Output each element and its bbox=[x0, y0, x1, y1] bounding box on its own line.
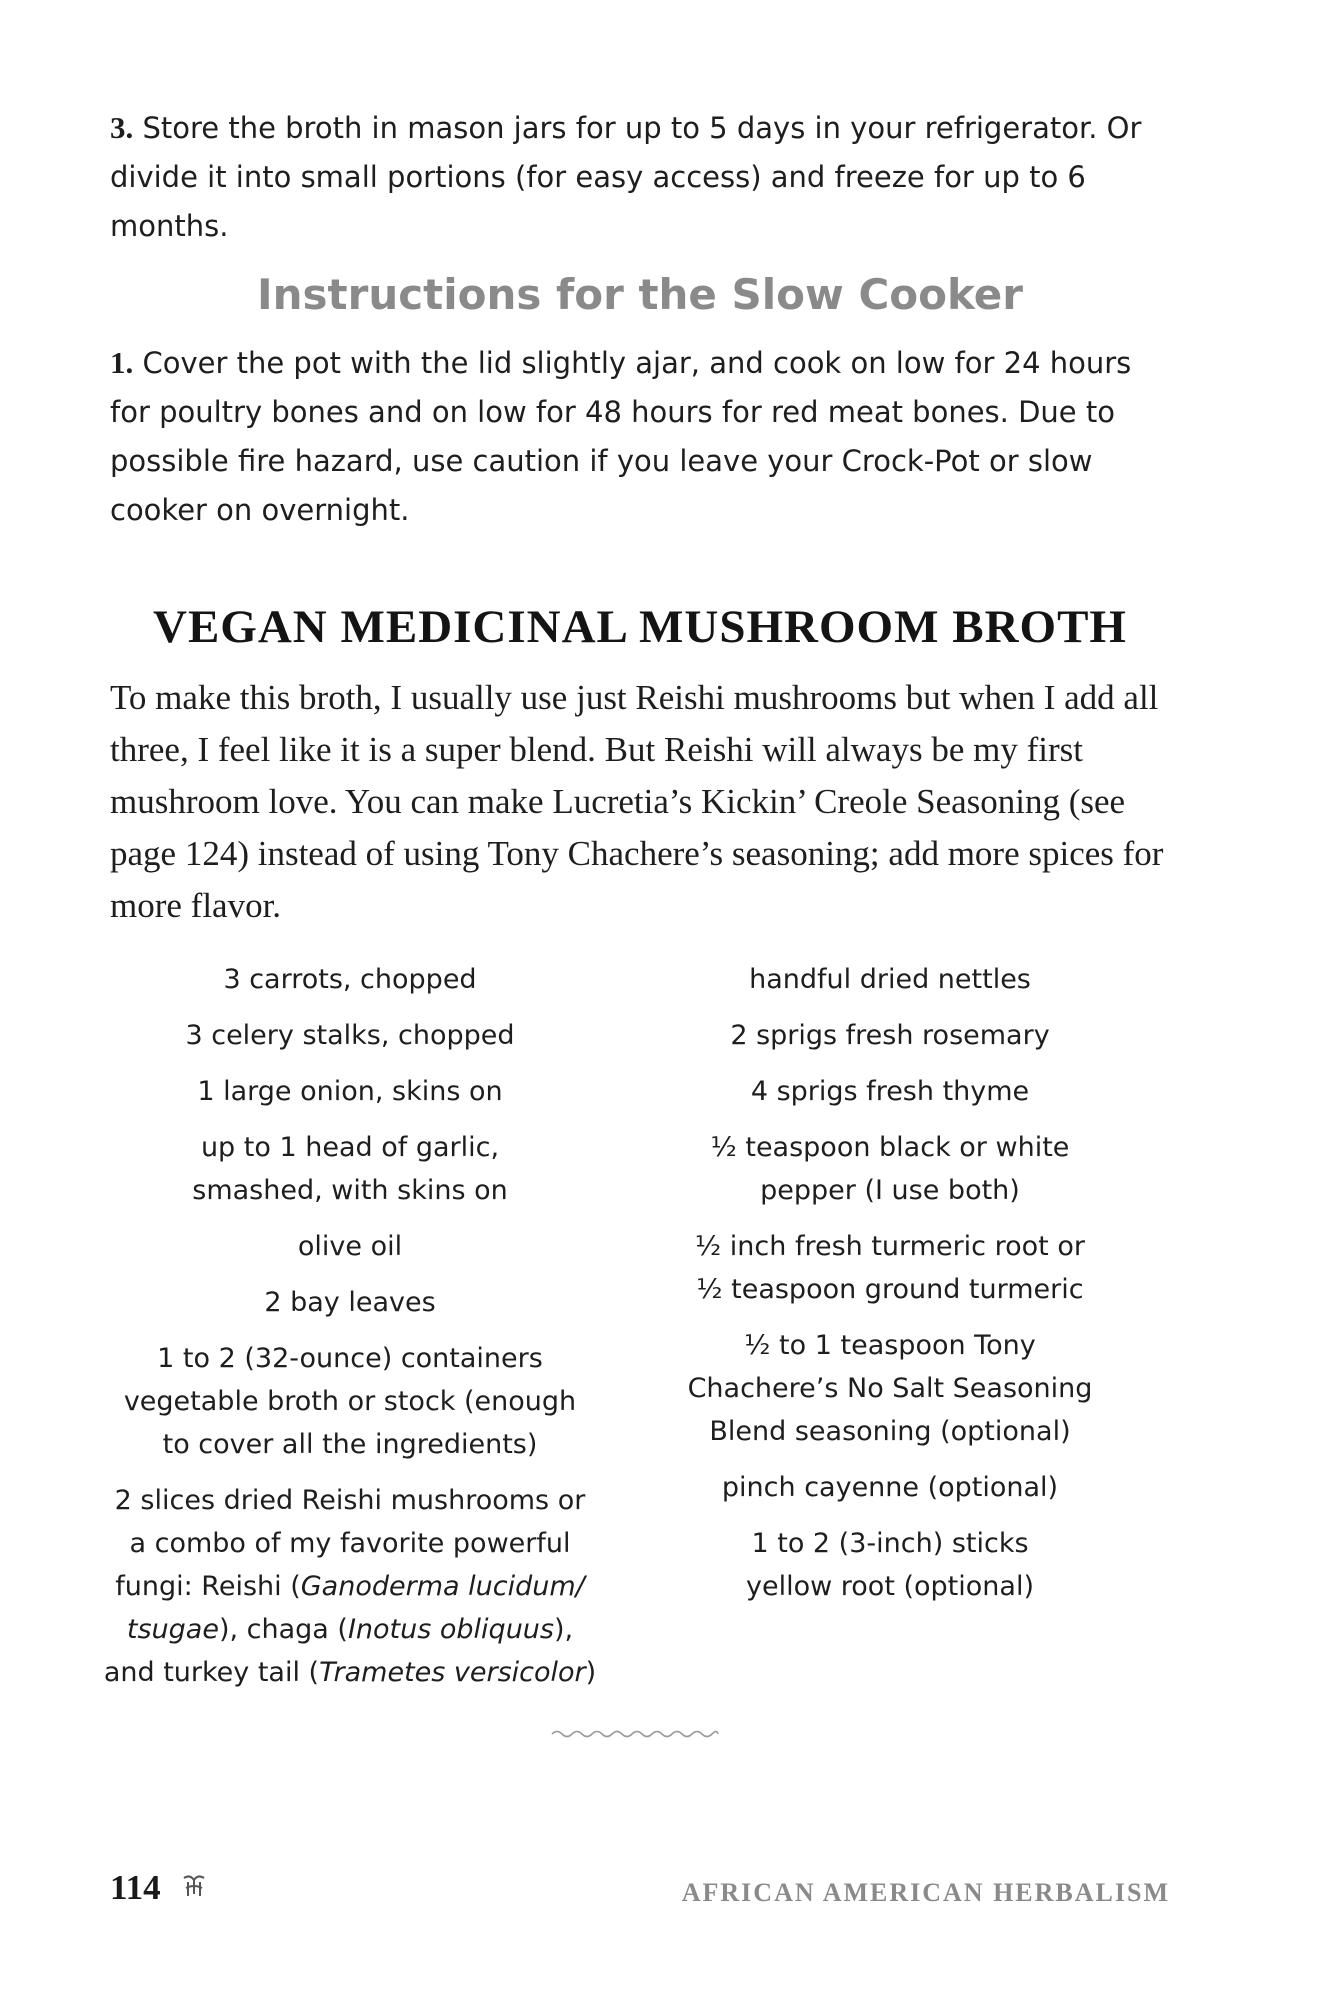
step-number: 1. bbox=[110, 345, 134, 380]
ornament-glyph-icon bbox=[180, 1872, 208, 1900]
step-number: 3. bbox=[110, 110, 134, 145]
ingredients-left-column bbox=[90, 958, 610, 1707]
ingredient-item: 1 to 2 (3-inch) sticks yellow root (optional) bbox=[746, 1528, 1034, 1602]
slow-cooker-heading: Instructions for the Slow Cooker bbox=[257, 270, 1023, 319]
ingredient-item: ½ inch fresh turmeric root or ½ teaspoon ground turmeric bbox=[695, 1231, 1085, 1305]
ingredient-item: handful dried nettles bbox=[749, 964, 1031, 995]
page-number: 114 bbox=[110, 1868, 161, 1907]
running-footer-book-title: AFRICAN AMERICAN HERBALISM bbox=[681, 1878, 1170, 1907]
ingredient-item: 2 bay leaves bbox=[264, 1287, 436, 1318]
wavy-divider bbox=[550, 1728, 720, 1740]
ingredient-item-fungi: 2 slices dried Reishi mushrooms or a combo of my favorite powerful fungi: Reishi (Ganoderma lucidum/ tsugae), chaga (Inotus obliquus), and turkey tail (Trametes versicolor) bbox=[103, 1485, 597, 1688]
ingredient-item: ½ teaspoon black or white pepper (I use both) bbox=[710, 1132, 1070, 1206]
ingredient-item: olive oil bbox=[297, 1231, 403, 1262]
ingredient-item: 3 celery stalks, chopped bbox=[185, 1020, 515, 1051]
ingredient-item: 1 large onion, skins on bbox=[197, 1076, 503, 1107]
ingredient-item: 1 to 2 (32-ounce) containers vegetable broth or stock (enough to cover all the ingredients) bbox=[123, 1343, 577, 1460]
ingredient-item: 2 sprigs fresh rosemary bbox=[730, 1020, 1050, 1051]
ingredient-item: up to 1 head of garlic, smashed, with skins on bbox=[192, 1132, 508, 1206]
slow-cooker-step-1 bbox=[110, 338, 1170, 535]
step-text: Store the broth in mason jars for up to 5 days in your refrigerator. Or divide it into small portions (for easy access) and freeze for up to 6 months. bbox=[110, 111, 1142, 243]
step-text: Cover the pot with the lid slightly ajar, and cook on low for 24 hours for poultry bones and on low for 48 hours for red meat bones. Due to possible fire hazard, use caution if you leave your Crock-Pot or slow cooker on overnight. bbox=[110, 346, 1132, 527]
ingredient-item: ½ to 1 teaspoon Tony Chachere’s No Salt Seasoning Blend seasoning (optional) bbox=[687, 1330, 1093, 1447]
ingredient-item: 4 sprigs fresh thyme bbox=[750, 1076, 1030, 1107]
recipe-intro: To make this broth, I usually use just Reishi mushrooms but when I add all three, I feel like it is a super blend. But Reishi will always be my first mushroom love. You can make Lucretia’s Kickin’ Creole Seasoning (see page 124) instead of using Tony Chachere’s seasoning; add more spices for more flavor. bbox=[110, 678, 1164, 925]
broth-step-3 bbox=[110, 103, 1170, 251]
ingredients-right-column bbox=[630, 958, 1150, 1621]
ingredient-item: 3 carrots, chopped bbox=[223, 964, 477, 995]
recipe-title: VEGAN MEDICINAL MUSHROOM BROTH bbox=[153, 601, 1127, 653]
ingredient-item: pinch cayenne (optional) bbox=[721, 1472, 1059, 1503]
